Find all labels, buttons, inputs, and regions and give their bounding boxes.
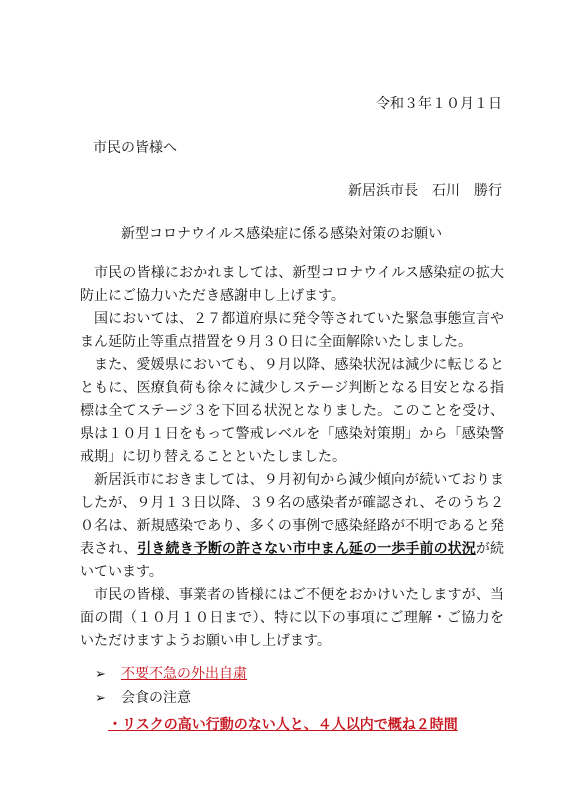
arrow-bullet-icon: ➢ <box>95 667 106 682</box>
addressee: 市民の皆様へ <box>93 140 177 156</box>
list-item <box>95 663 247 687</box>
paragraph-prefecture: また、愛媛県においても、９月以降、感染状況は減少に転じるとともに、医療負荷も徐々に減少しステージ判断となる目安となる指標は全てステージ３を下回る状況となりました。このことを受け、県は１０月１日をもって警戒レベルを「感染対策期」から「感染警戒期」に切り替えることといたしました。 <box>80 357 504 465</box>
paragraph-national: 国においては、２７都道府県に発令等されていた緊急事態宣言やまん延防止等重点措置を９月３０日に全面解除いたしました。 <box>80 311 504 350</box>
item-dining-caution: 会食の注意 <box>121 690 191 706</box>
dining-subitem: ・リスクの高い行動のない人と、４人以内で概ね２時間 <box>108 717 458 733</box>
paragraph-city <box>80 469 504 584</box>
item-stay-home: 不要不急の外出自粛 <box>121 666 247 682</box>
paragraph-city-text: 新居浜市におきましては、９月初旬から減少傾向が続いておりましたが、９月１３日以降、３９名の感染者が確認され、そのうち２０名は、新規感染であり、多くの事例で感染経路が不明であると発表され、 <box>80 472 504 557</box>
request-list <box>95 663 247 711</box>
letter-title: 新型コロナウイルス感染症に係る感染対策のお願い <box>121 226 443 242</box>
paragraph-thanks: 市民の皆様におかれましては、新型コロナウイルス感染症の拡大防止にご協力いただき感謝申し上げます。 <box>80 265 504 304</box>
list-item <box>95 687 247 711</box>
sender-signature: 新居浜市長 石川 勝行 <box>348 183 502 199</box>
arrow-bullet-icon: ➢ <box>95 691 106 706</box>
paragraph-request: 市民の皆様、事業者の皆様にはご不便をおかけいたしますが、当面の間（１０月１０日まで）、特に以下の事項にご理解・ご協力をいただけますようお願い申し上げます。 <box>80 587 504 649</box>
letter-body <box>80 262 504 653</box>
paragraph-city-tail: が続いています。 <box>80 541 505 580</box>
emphasis-warning: 引き続き予断の許さない市中まん延の一歩手前の状況 <box>137 541 476 557</box>
letter-date: 令和３年１０月１日 <box>376 96 502 112</box>
